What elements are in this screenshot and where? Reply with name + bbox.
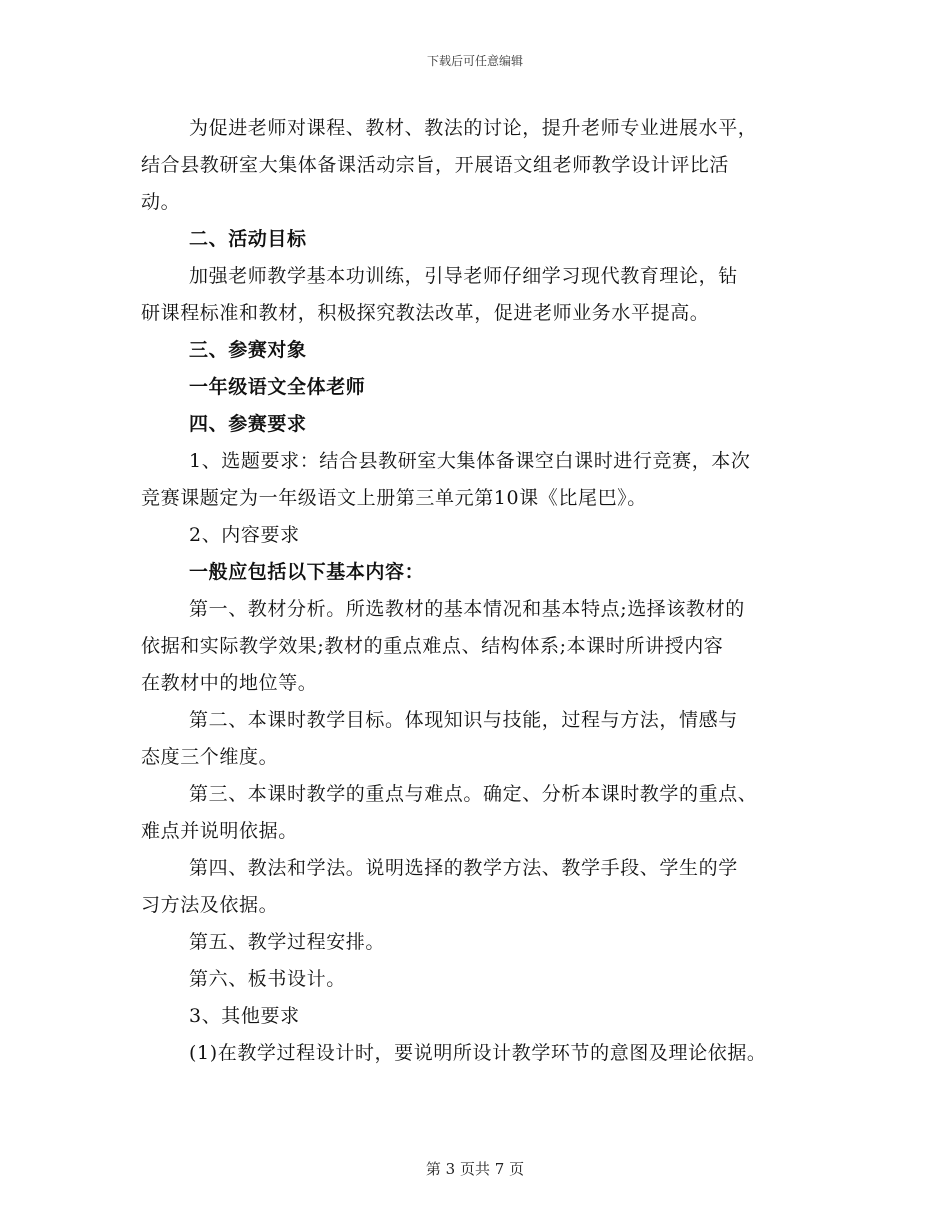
text-line: 结合县教研室大集体备课活动宗旨，开展语文组老师教学设计评比活	[141, 154, 730, 176]
section-heading: 一般应包括以下基本内容：	[189, 561, 425, 583]
section-heading: 一年级语文全体老师	[189, 376, 366, 398]
text-line: 加强老师教学基本功训练，引导老师仔细学习现代教育理论，钻	[189, 265, 738, 287]
text-line: 第二、本课时教学目标。体现知识与技能，过程与方法，情感与	[189, 709, 738, 731]
text-line: 第一、教材分析。所选教材的基本情况和基本特点;选择该教材的	[189, 598, 745, 620]
text-line: (1)在教学过程设计时，要说明所设计教学环节的意图及理论依据。	[189, 1042, 767, 1064]
section-heading: 四、参赛要求	[189, 413, 307, 435]
text-line: 第三、本课时教学的重点与难点。确定、分析本课时教学的重点、	[189, 783, 758, 805]
text-line: 2、内容要求	[189, 524, 300, 546]
page-header: 下载后可任意编辑	[426, 54, 523, 68]
text-line: 动。	[141, 191, 181, 213]
section-heading: 三、参赛对象	[189, 339, 307, 361]
text-line: 难点并说明依据。	[141, 820, 298, 842]
text-line: 为促进老师对课程、教材、教法的讨论，提升老师专业进展水平，	[189, 117, 758, 139]
text-line: 习方法及依据。	[141, 894, 279, 916]
text-line: 3、其他要求	[189, 1005, 300, 1027]
text-line: 第四、教法和学法。说明选择的教学方法、教学手段、学生的学	[189, 857, 738, 879]
text-line: 第六、板书设计。	[189, 968, 346, 990]
text-line: 竞赛课题定为一年级语文上册第三单元第10课《比尾巴》。	[141, 487, 647, 509]
text-line: 研课程标准和教材，积极探究教法改革，促进老师业务水平提高。	[141, 302, 710, 324]
text-line: 在教材中的地位等。	[141, 672, 318, 694]
page-footer: 第 3 页共 7 页	[425, 1160, 525, 1178]
document-body	[141, 110, 831, 1072]
text-line: 依据和实际教学效果;教材的重点难点、结构体系;本课时所讲授内容	[141, 635, 724, 657]
text-line: 第五、教学过程安排。	[189, 931, 386, 953]
text-line: 1、选题要求：结合县教研室大集体备课空白课时进行竞赛，本次	[189, 450, 751, 472]
section-heading: 二、活动目标	[189, 228, 307, 250]
text-line: 态度三个维度。	[141, 746, 279, 768]
